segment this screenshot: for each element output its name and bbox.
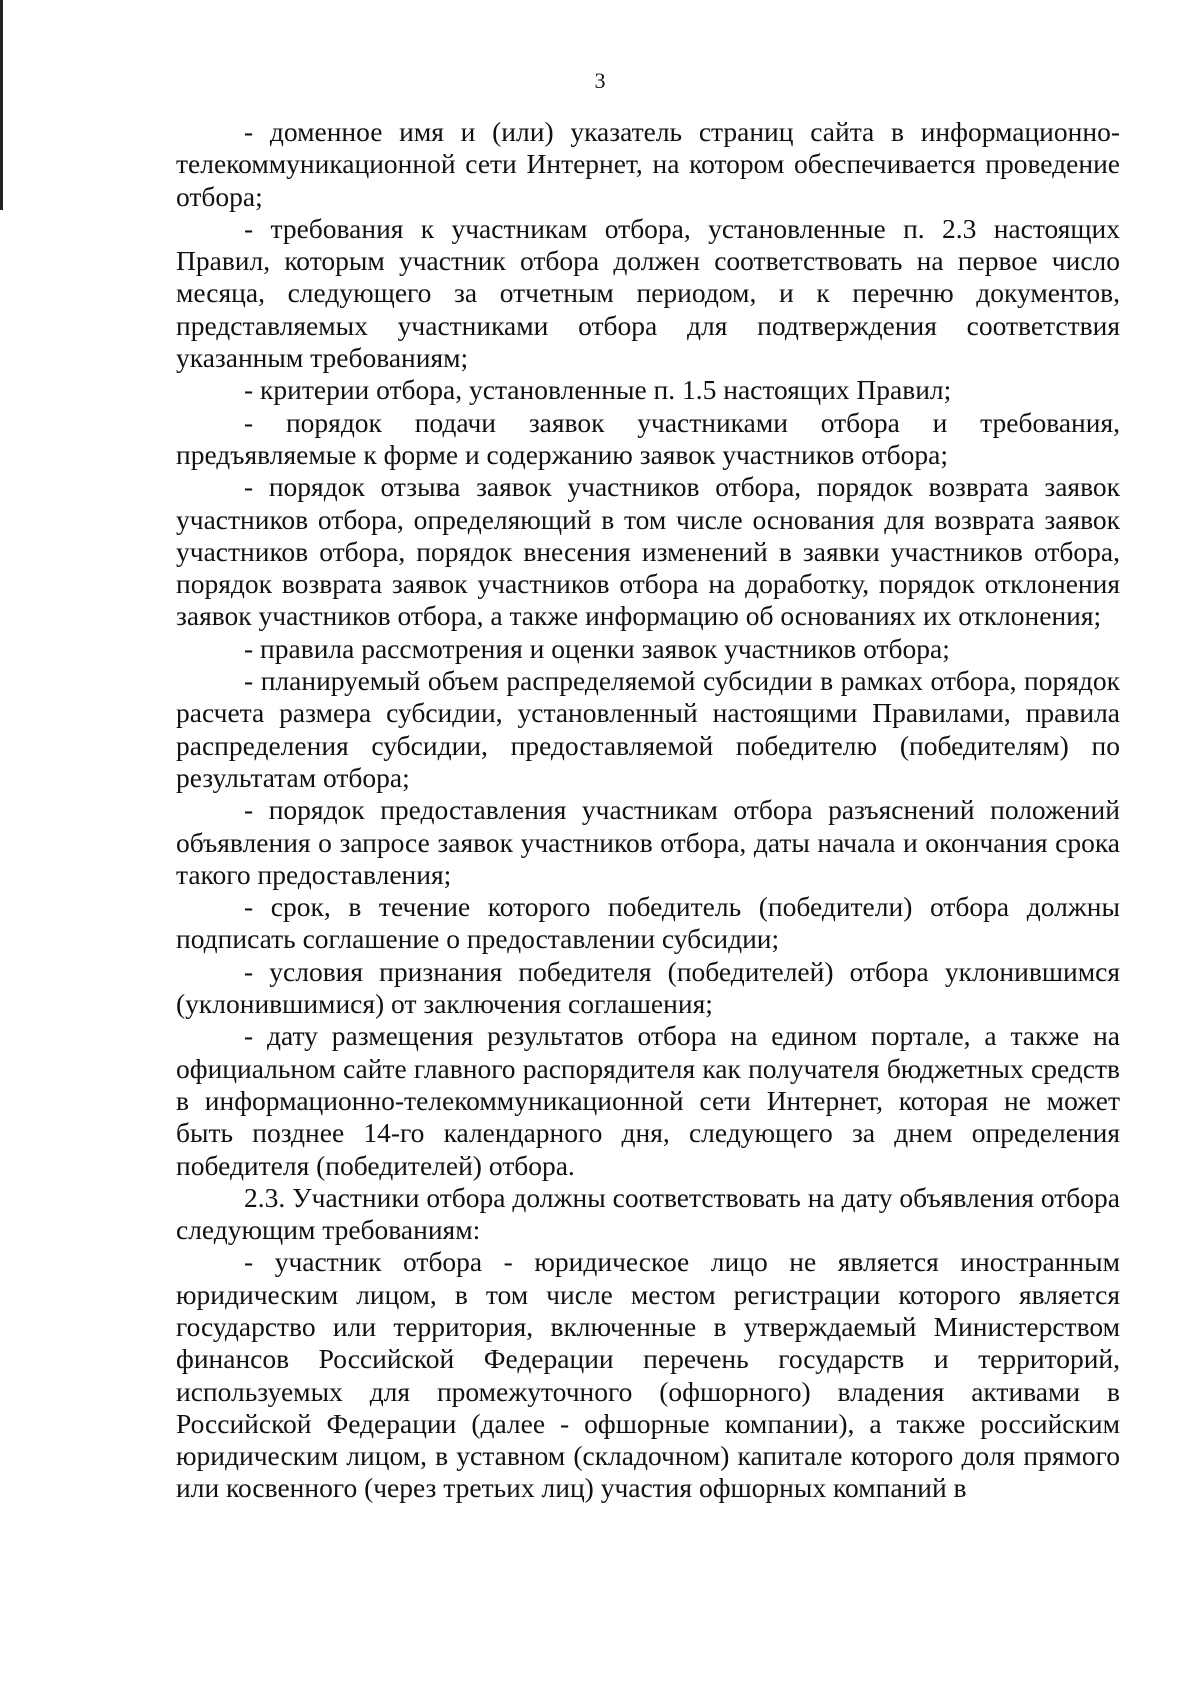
paragraph-foreign-entity: - участник отбора - юридическое лицо не является иностранным юридическим лицом, в том числе местом регистрации которого является государство или территория, включенные в утверждаемый Министерством финансов Российской Федерации перечень государств и территорий, используемых для промежуточного (офшорного) владения активами в Российской Федерации (далее - офшорные компании), а также российским юридическим лицом, в уставном (складочном) капитале которого доля прямого или косвенного (через третьих лиц) участия офшорных компаний в — [176, 1246, 1120, 1504]
paragraph-domain-name: - доменное имя и (или) указатель страниц сайта в информационно-телекоммуникационной сети Интернет, на котором обеспечивается проведение отбора; — [176, 116, 1120, 212]
page-number: 3 — [594, 68, 606, 93]
paragraph-application-withdrawal: - порядок отзыва заявок участников отбора, порядок возврата заявок участников отбора, определяющий в том числе основания для возврата заявок участников отбора, порядок внесения изменений в заявки участников отбора, порядок возврата заявок участников отбора на доработку, порядок отклонения заявок участников отбора, а также информацию об основаниях их отклонения; — [176, 471, 1120, 632]
paragraph-signing-deadline: - срок, в течение которого победитель (победители) отбора должны подписать соглашение о предоставлении субсидии; — [176, 891, 1120, 955]
paragraph-participant-requirements: - требования к участникам отбора, установленные п. 2.3 настоящих Правил, которым участник отбора должен соответствовать на первое число месяца, следующего за отчетным периодом, и к перечню документов, представляемых участниками отбора для подтверждения соответствия указанным требованиям; — [176, 212, 1120, 374]
paragraph-subsidy-volume: - планируемый объем распределяемой субсидии в рамках отбора, порядок расчета размера субсидии, установленный настоящими Правилами, правила распределения субсидии, предоставляемой победителю (победителям) по результатам отбора; — [176, 665, 1120, 793]
paragraph-section-2-3: 2.3. Участники отбора должны соответствовать на дату объявления отбора следующим требованиям: — [176, 1181, 1120, 1246]
paragraph-results-publication: - дату размещения результатов отбора на едином портале, а также на официальном сайте главного распорядителя как получателя бюджетных средств в информационно-телекоммуникационной сети Интернет, которая не может быть позднее 14-го календарного дня, следующего за днем определения победителя (победителей) отбора. — [176, 1020, 1120, 1181]
paragraph-evasion-conditions: - условия признания победителя (победителей) отбора уклонившимся (уклонившимися) от заключения соглашения; — [176, 955, 1120, 1020]
paragraph-selection-criteria: - критерии отбора, установленные п. 1.5 настоящих Правил; — [244, 374, 952, 406]
paragraph-application-procedure: - порядок подачи заявок участниками отбора и требования, предъявляемые к форме и содержанию заявок участников отбора; — [176, 406, 1120, 470]
paragraph-clarifications: - порядок предоставления участникам отбора разъяснений положений объявления о запросе заявок участников отбора, даты начала и окончания срока такого предоставления; — [176, 794, 1120, 890]
document-body — [176, 116, 1120, 1505]
scan-edge-line — [0, 0, 3, 210]
paragraph-review-rules: - правила рассмотрения и оценки заявок участников отбора; — [244, 632, 950, 664]
